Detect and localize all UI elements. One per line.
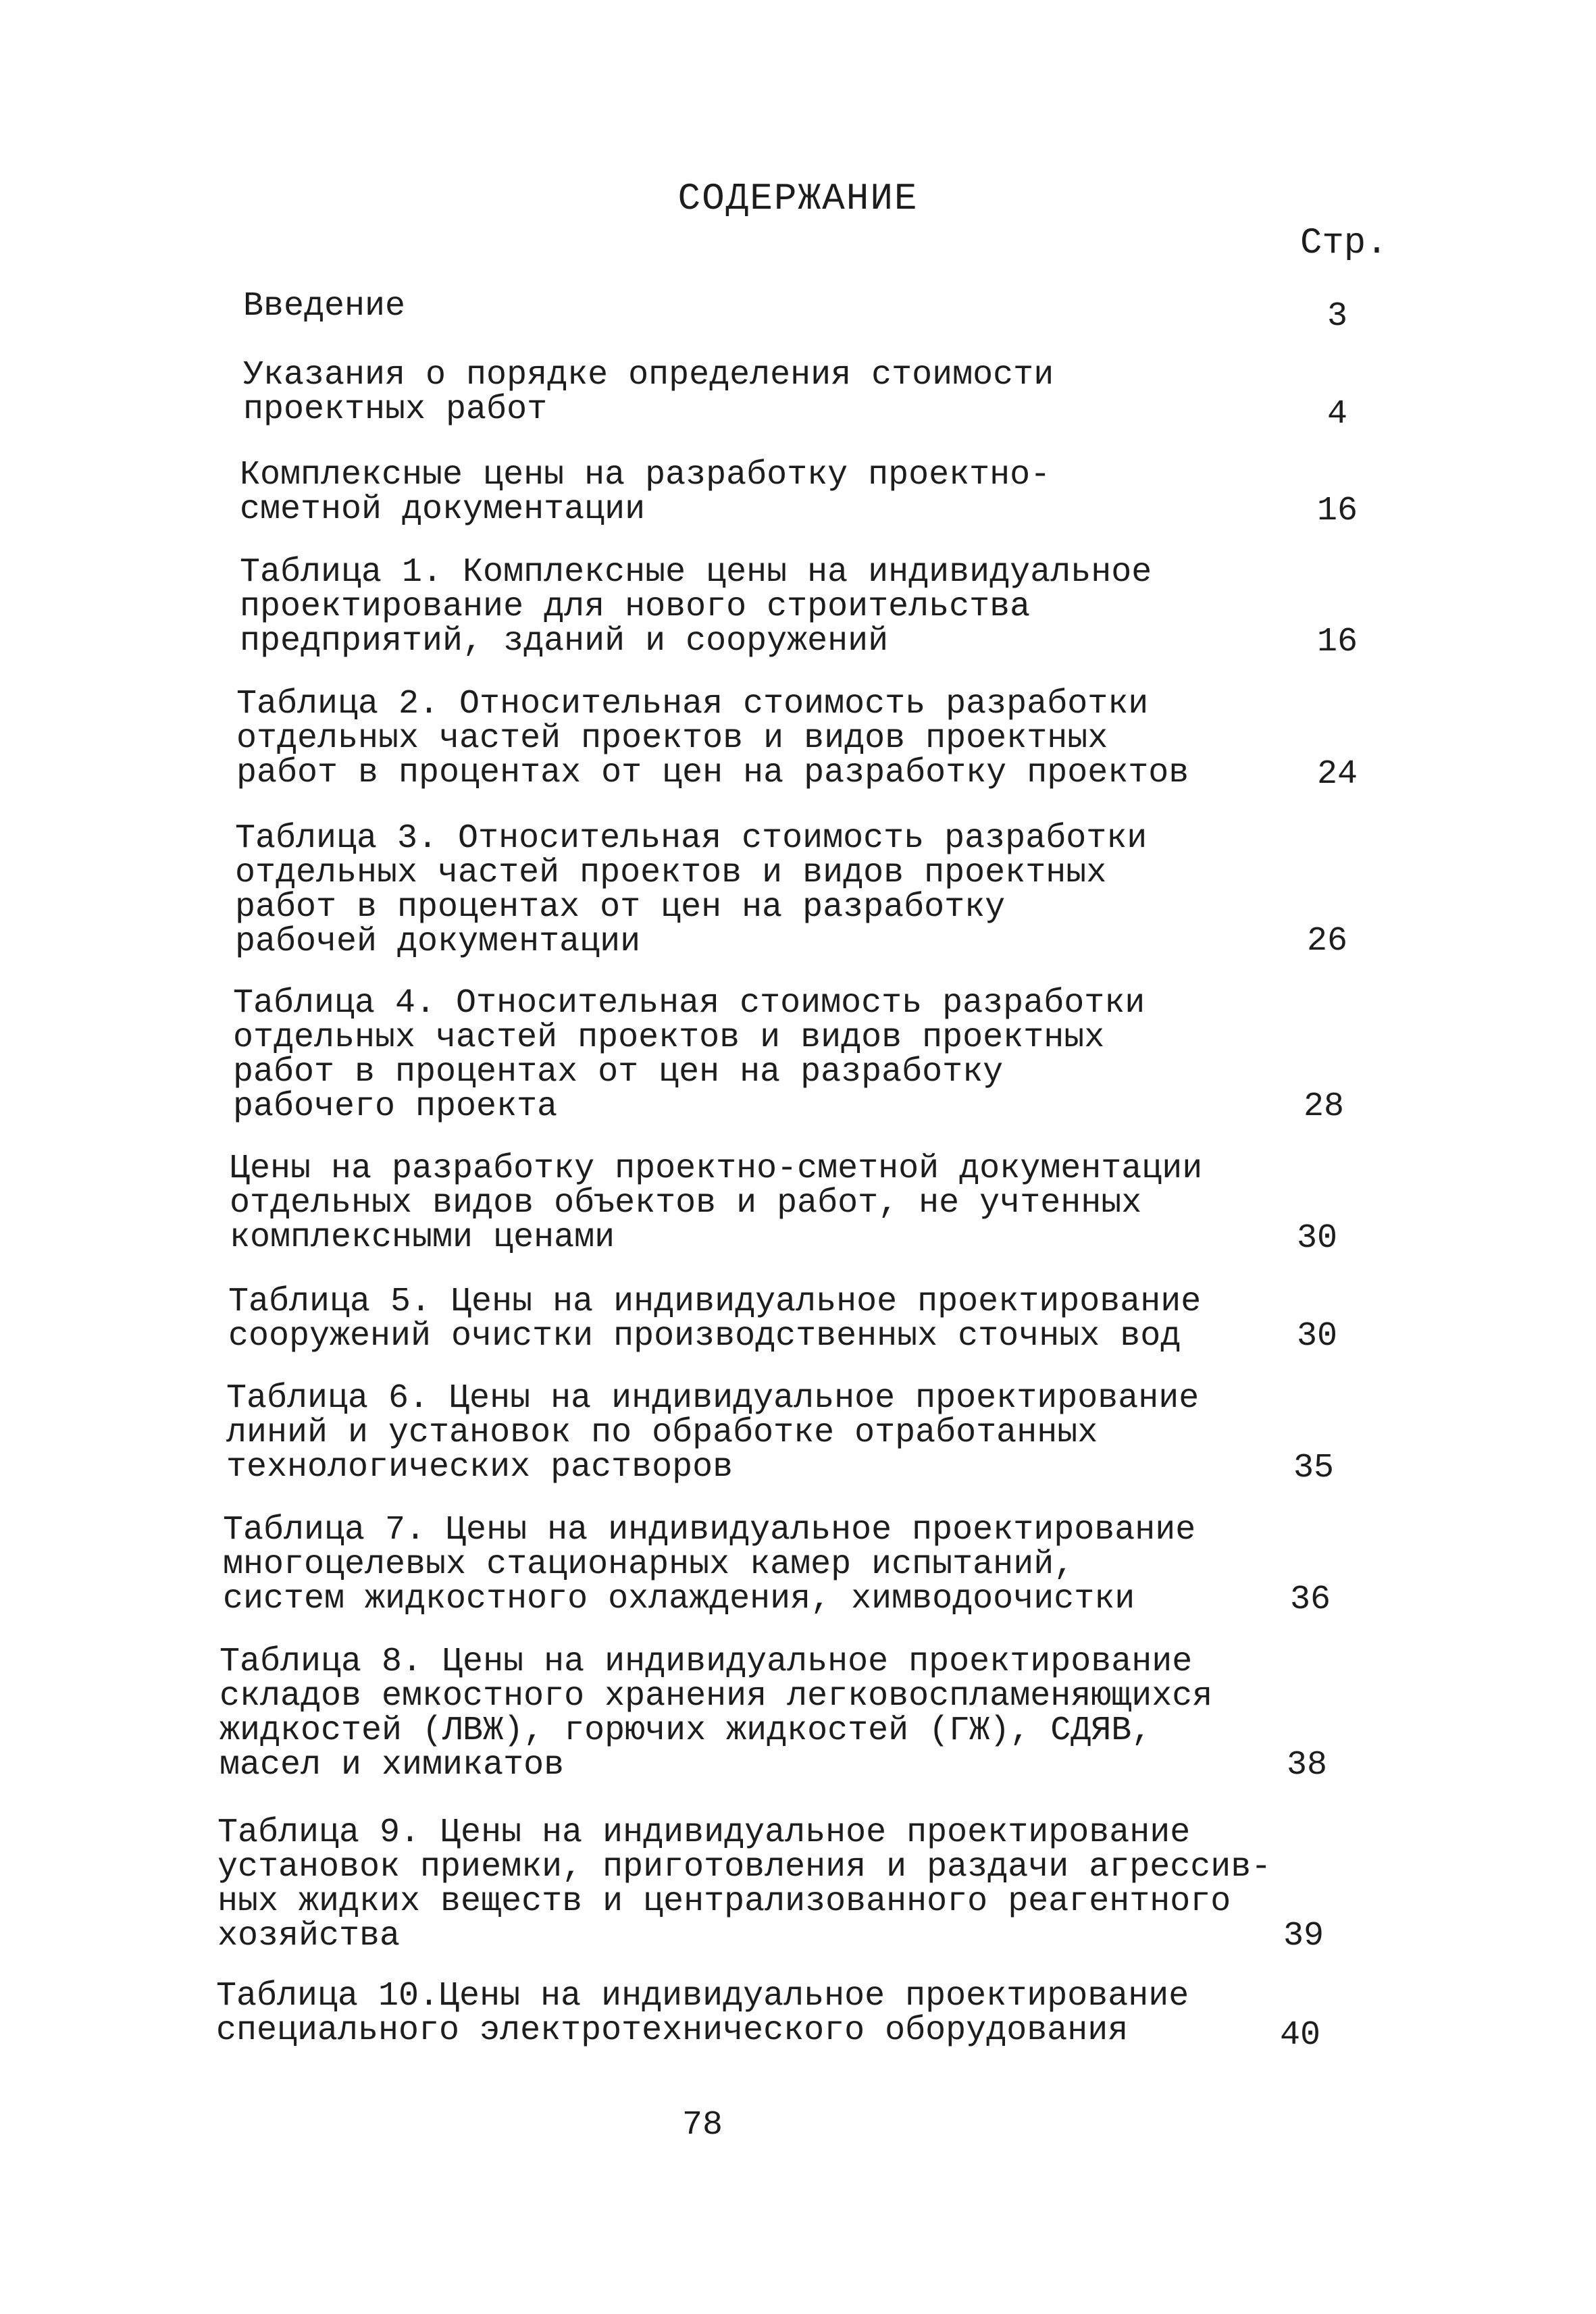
toc-page-table-6: 35: [1293, 1449, 1334, 1487]
toc-entry-table-5: Таблица 5. Цены на индивидуальное проектирование сооружений очистки производственных сточных вод: [228, 1283, 1202, 1356]
toc-entry-instructions: Указания о порядке определения стоимости проектных работ: [243, 356, 1054, 429]
toc-page-table-10: 40: [1279, 2016, 1320, 2055]
toc-entry-other-objects: Цены на разработку проектно-сметной документации отдельных видов объектов и работ, не учтенных комплексными ценами: [230, 1150, 1203, 1257]
toc-entry-table-1: Таблица 1. Комплексные цены на индивидуальное проектирование для нового строительства предприятий, зданий и сооружений: [240, 553, 1152, 661]
toc-page-table-5: 30: [1296, 1317, 1337, 1356]
toc-page-table-9: 39: [1283, 1917, 1324, 1955]
toc-page-table-1: 16: [1316, 623, 1358, 661]
toc-page-complex-prices: 16: [1316, 492, 1358, 530]
toc-entry-table-8: Таблица 8. Цены на индивидуальное проектирование складов емкостного хранения легковоспламеняющихся жидкостей (ЛВЖ), горючих жидкостей (ГЖ), СДЯВ, масел и химикатов: [220, 1643, 1213, 1784]
toc-page-other-objects: 30: [1296, 1219, 1337, 1258]
toc-entry-table-6: Таблица 6. Цены на индивидуальное проектирование линий и установок по обработке отработанных технологических растворов: [226, 1379, 1200, 1487]
page-column-header: Стр.: [1300, 223, 1388, 264]
toc-page-introduction: 3: [1327, 297, 1347, 336]
toc-page-table-7: 36: [1289, 1580, 1331, 1619]
toc-entry-introduction: Введение: [243, 287, 406, 326]
toc-page-table-8: 38: [1286, 1746, 1327, 1784]
toc-page-instructions: 4: [1327, 395, 1347, 434]
toc-entry-table-7: Таблица 7. Цены на индивидуальное проектирование многоцелевых стационарных камер испытаний, систем жидкостного охлаждения, химводоочистки: [223, 1511, 1196, 1618]
toc-entry-complex-prices: Комплексные цены на разработку проектно- сметной документации: [240, 456, 1051, 529]
toc-entry-table-10: Таблица 10.Цены на индивидуальное проектирование специального электротехнического оборудования: [216, 1977, 1189, 2050]
toc-page-table-3: 26: [1306, 922, 1347, 960]
toc-entry-table-9: Таблица 9. Цены на индивидуальное проектирование установок приемки, приготовления и раздачи агрессив- ных жидких веществ и централизованного реагентного хозяйства: [217, 1814, 1272, 1955]
toc-page-table-2: 24: [1316, 755, 1358, 794]
toc-entry-table-2: Таблица 2. Относительная стоимость разработки отдельных частей проектов и видов проектных работ в процентах от цен на разработку проектов: [236, 685, 1189, 792]
toc-entry-table-3: Таблица 3. Относительная стоимость разработки отдельных частей проектов и видов проектных работ в процентах от цен на разработку рабочей документации: [235, 819, 1148, 961]
toc-entry-table-4: Таблица 4. Относительная стоимость разработки отдельных частей проектов и видов проектных работ в процентах от цен на разработку рабочего проекта: [233, 984, 1145, 1126]
toc-page-table-4: 28: [1303, 1087, 1344, 1126]
page-number: 78: [682, 2106, 723, 2144]
contents-title: СОДЕРЖАНИЕ: [677, 177, 919, 220]
